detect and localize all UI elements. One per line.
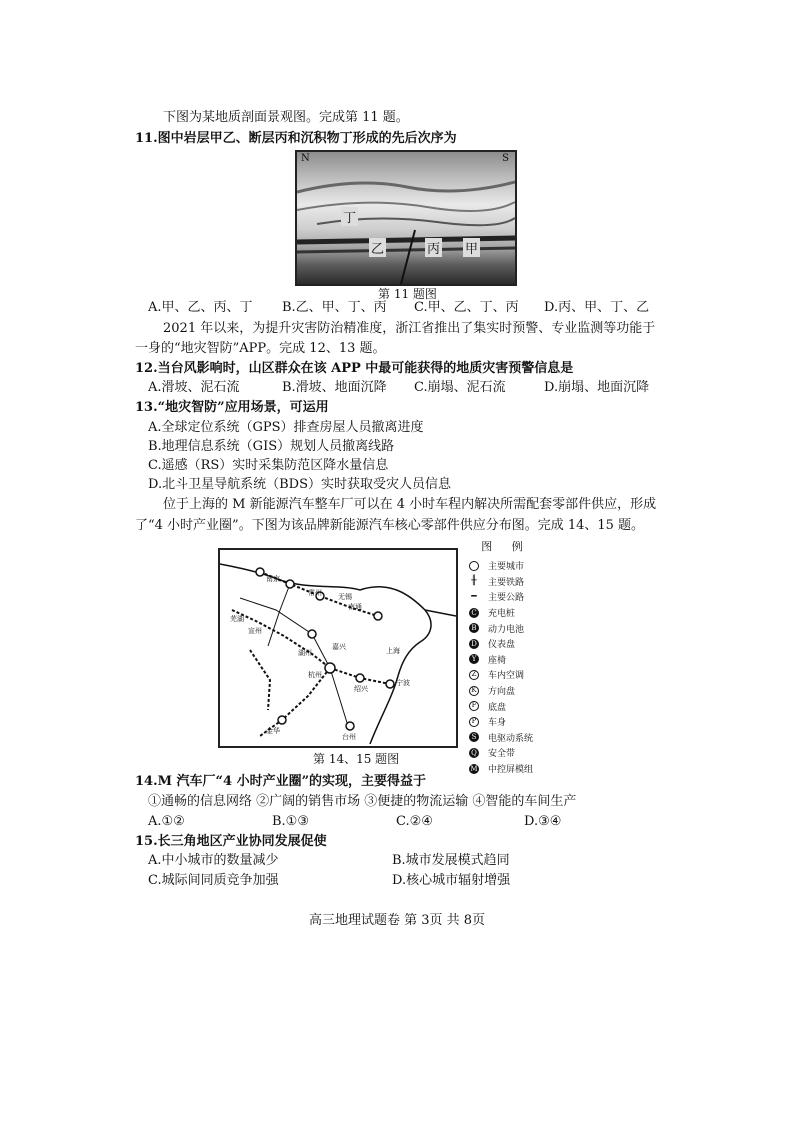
- city-shanghai: 上海: [386, 647, 400, 655]
- city-nantong: 南通: [348, 603, 362, 611]
- q12-option-b: B.滑坡、地面沉降: [282, 380, 387, 395]
- control-screen-icon: M: [470, 764, 478, 773]
- q12-option-a: A.滑坡、泥石流: [148, 380, 240, 395]
- charging-pile-icon: C: [466, 607, 482, 619]
- legend-row: ━ 主要公路: [466, 589, 546, 605]
- q12-option-d: D.崩塌、地面沉降: [544, 380, 650, 395]
- city-hangzhou: 杭州: [308, 671, 322, 679]
- legend-title: 图 例: [481, 540, 531, 553]
- q14-option-a: A.①②: [148, 814, 185, 829]
- q11-option-a: A.甲、乙、丙、丁: [148, 300, 253, 315]
- intro-q12-13-line1: 2021 年以来，为提升灾害防治精准度，浙江省推出了集实时预警、专业监测等功能于: [163, 321, 656, 336]
- q14-stem: 14.M 汽车厂“4 小时产业圈”的实现，主要得益于: [135, 774, 427, 789]
- label-yi: 乙: [369, 238, 386, 257]
- q13-option-d: D.北斗卫星导航系统（BDS）实时获取受灾人员信息: [148, 477, 451, 492]
- city-jinhua: 金华: [266, 727, 280, 735]
- legend-row: M 中控屏模组: [466, 761, 546, 777]
- legend-row: 主要城市: [466, 558, 546, 574]
- q15-option-b: B.城市发展模式趋同: [392, 853, 510, 868]
- intro-q11: 下图为某地质剖面景观图。完成第 11 题。: [163, 110, 409, 125]
- intro-q14-15-line1: 位于上海的 M 新能源汽车整车厂可以在 4 小时车程内解决所需配套零部件供应，形成: [163, 497, 657, 512]
- north-label: N: [301, 153, 310, 164]
- railway-icon: ╫: [471, 576, 477, 587]
- city-xuancheng: 宣州: [248, 627, 262, 635]
- q11-option-b: B.乙、甲、丁、丙: [282, 300, 387, 315]
- city-huzhou: 湖州: [298, 649, 312, 657]
- legend-row: K 方向盘: [466, 683, 546, 699]
- geologic-section-figure: [295, 150, 517, 286]
- seat-icon: Y: [466, 653, 482, 665]
- car-body-icon: P: [466, 716, 482, 728]
- city-jiaxing: 嘉兴: [332, 643, 346, 651]
- q13-option-b: B.地理信息系统（GIS）规划人员撤离线路: [148, 439, 395, 454]
- q14-option-d: D.③④: [524, 814, 562, 829]
- q13-option-c: C.遥感（RS）实时采集防范区降水量信息: [148, 458, 389, 473]
- legend-row: S 电驱动系统: [466, 730, 546, 746]
- q15-option-a: A.中小城市的数量减少: [148, 853, 279, 868]
- legend-row: Z 车内空调: [466, 667, 546, 683]
- yangtze-delta-supply-map: [218, 548, 458, 748]
- seat-belt-icon: Q: [466, 747, 482, 759]
- q15-stem: 15.长三角地区产业协同发展促使: [135, 834, 327, 849]
- q14-option-b: B.①③: [272, 814, 309, 829]
- legend-row: F 底盘: [466, 698, 546, 714]
- major-city-icon: [466, 560, 482, 572]
- dashboard-icon: D: [466, 638, 482, 650]
- city-nanjing: 南京: [266, 575, 280, 583]
- legend-row: Y 座椅: [466, 652, 546, 668]
- city-ningbo: 宁波: [396, 679, 410, 687]
- q15-option-d: D.核心城市辐射增强: [392, 873, 511, 888]
- q12-option-c: C.崩塌、泥石流: [414, 380, 506, 395]
- map-caption: 第 14、15 题图: [313, 752, 400, 766]
- map-legend: [466, 538, 546, 776]
- south-label: S: [502, 153, 509, 164]
- city-changzhou: 常州: [308, 589, 322, 597]
- page-footer: 高三地理试题卷 第 3页 共 8页: [308, 913, 486, 928]
- city-wuxi: 无锡: [338, 593, 352, 601]
- q15-option-c: C.城际间同质竞争加强: [148, 873, 279, 888]
- q12-stem: 12.当台风影响时，山区群众在该 APP 中最可能获得的地质灾害预警信息是: [135, 361, 574, 376]
- q11-figure-caption: 第 11 题图: [378, 287, 437, 301]
- legend-row: C 充电桩: [466, 605, 546, 621]
- city-taizhou: 台州: [342, 733, 356, 741]
- legend-row: D 仪表盘: [466, 636, 546, 652]
- q11-option-d: D.丙、甲、丁、乙: [544, 300, 650, 315]
- label-jia: 甲: [463, 238, 480, 257]
- q14-items: ①通畅的信息网络 ②广阔的销售市场 ③便捷的物流运输 ④智能的车间生产: [148, 794, 577, 809]
- city-shaoxing: 绍兴: [354, 685, 368, 693]
- q11-option-c: C.甲、乙、丁、丙: [414, 300, 519, 315]
- q14-option-c: C.②④: [396, 814, 433, 829]
- highway-icon: ━: [471, 591, 477, 602]
- chassis-icon: F: [466, 700, 482, 712]
- legend-row: B 动力电池: [466, 620, 546, 636]
- label-bing: 丙: [425, 238, 442, 257]
- legend-row: P 车身: [466, 714, 546, 730]
- rock-strata-graphic: [297, 152, 515, 284]
- power-battery-icon: B: [466, 622, 482, 634]
- intro-q14-15-line2: 了“4 小时产业圈”。下图为该品牌新能源汽车核心零部件供应分布图。完成 14、15 题。: [135, 518, 645, 533]
- legend-row: ╫ 主要铁路: [466, 574, 546, 590]
- air-conditioner-icon: Z: [466, 669, 482, 681]
- electric-drive-icon: S: [466, 731, 482, 743]
- q11-stem: 11.图中岩层甲乙、断层丙和沉积物丁形成的先后次序为: [135, 131, 457, 146]
- label-ding: 丁: [341, 207, 358, 226]
- legend-row: Q 安全带: [466, 745, 546, 761]
- city-wuhu: 芜湖: [230, 615, 244, 623]
- steering-wheel-icon: K: [466, 685, 482, 697]
- q13-stem: 13.“地灾智防”应用场景，可运用: [135, 400, 329, 415]
- intro-q12-13-line2: 一身的“地灾智防”APP。完成 12、13 题。: [135, 341, 386, 356]
- q13-option-a: A.全球定位系统（GPS）排查房屋人员撤离进度: [148, 420, 424, 435]
